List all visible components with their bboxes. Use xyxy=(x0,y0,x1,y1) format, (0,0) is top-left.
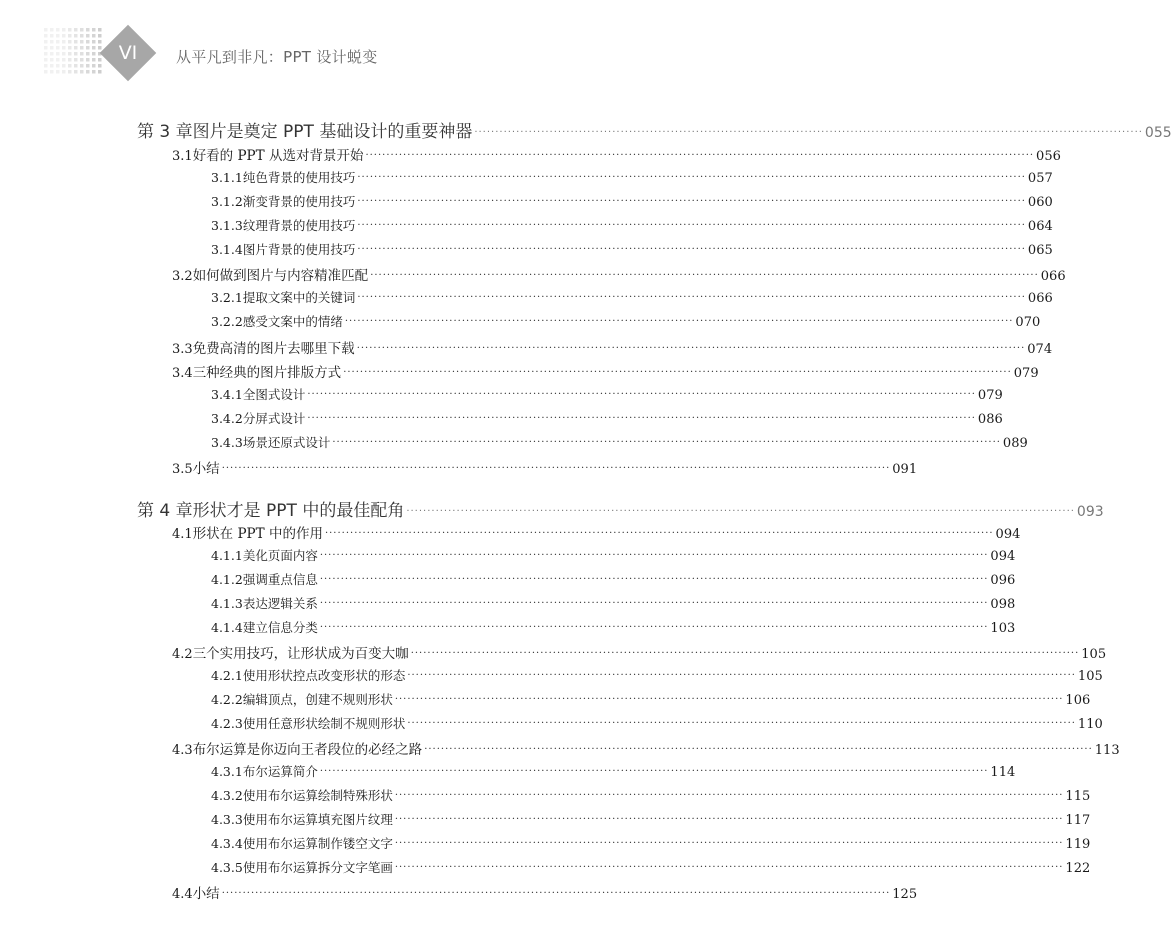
toc-entry-title: 布尔运算是你迈向王者段位的必经之路 xyxy=(192,742,423,758)
toc-entry-title: 三个实用技巧，让形状成为百变大咖 xyxy=(192,646,409,662)
toc-entry-title: 好看的 PPT 从选对背景开始 xyxy=(192,148,364,164)
toc-entry-title: 免费高清的图片去哪里下载 xyxy=(192,341,355,357)
toc-sub-row xyxy=(211,810,1091,828)
toc-entry-page-number: 103 xyxy=(990,621,1016,636)
toc-entry-title: 使用形状控点改变形状的形态 xyxy=(242,668,406,683)
toc-entry-page-number: 094 xyxy=(990,549,1016,564)
toc-entry-number: 3.4.2 xyxy=(211,411,243,426)
toc-entry-page-number: 093 xyxy=(1076,504,1104,520)
dot-leader: ································································································································································ xyxy=(319,550,989,561)
dot-leader: ································································································································································ xyxy=(344,316,1014,327)
toc-sub-row xyxy=(211,409,1003,427)
dot-leader: ································································································································································ xyxy=(319,598,989,609)
toc-chapter-row xyxy=(137,117,1172,142)
dot-leader: ································································································································································ xyxy=(307,413,976,424)
toc-entry-title: 小结 xyxy=(192,461,220,477)
dot-leader: ································································································································································ xyxy=(221,463,891,474)
toc-section-row xyxy=(172,144,1061,164)
toc-entry-title: 建立信息分类 xyxy=(242,620,318,635)
toc-entry-number: 3.5 xyxy=(172,462,193,477)
toc-entry-page-number: 122 xyxy=(1065,861,1091,876)
dot-leader: ································································································································································ xyxy=(365,150,1035,161)
dot-leader: ································································································································································ xyxy=(319,622,989,633)
toc-entry-title: 图片背景的使用技巧 xyxy=(242,242,356,257)
dot-leader: ································································································································································ xyxy=(407,670,1076,681)
dot-leader: ································································································································································ xyxy=(424,744,1093,755)
toc-section-row xyxy=(172,738,1120,758)
toc-entry-page-number: 113 xyxy=(1094,743,1120,758)
toc-entry-page-number: 055 xyxy=(1144,125,1172,141)
toc-entry-page-number: 065 xyxy=(1027,243,1053,258)
dot-leader: ································································································································································ xyxy=(407,718,1076,729)
toc-entry-number: 3.1 xyxy=(172,149,193,164)
toc-entry-number: 3.1.4 xyxy=(211,242,243,257)
toc-entry-page-number: 106 xyxy=(1065,693,1091,708)
toc-entry-page-number: 117 xyxy=(1065,813,1091,828)
dot-leader: ································································································································································ xyxy=(319,766,989,777)
toc-sub-row xyxy=(211,834,1091,852)
dot-leader: ································································································································································ xyxy=(357,220,1026,231)
toc-entry-number: 3.2.1 xyxy=(211,290,243,305)
toc-entry-number: 4.2.3 xyxy=(211,716,243,731)
toc-entry-page-number: 086 xyxy=(977,412,1003,427)
toc-section-row xyxy=(172,457,918,477)
dot-leader: ································································································································································ xyxy=(410,648,1080,659)
toc-entry-number: 4.3.4 xyxy=(211,836,243,851)
toc-entry-title: 形状才是 PPT 中的最佳配角 xyxy=(192,501,405,521)
toc-entry-title: 小结 xyxy=(192,886,220,902)
toc-entry-title: 使用布尔运算绘制特殊形状 xyxy=(242,788,393,803)
toc-entry-page-number: 079 xyxy=(977,388,1003,403)
toc-entry-title: 渐变背景的使用技巧 xyxy=(242,194,356,209)
toc-entry-title: 使用布尔运算填充图片纹理 xyxy=(242,812,393,827)
dot-leader: ································································································································································ xyxy=(221,888,891,899)
toc-entry-number: 3.4.3 xyxy=(211,435,243,450)
toc-entry-number: 4.3.2 xyxy=(211,788,243,803)
toc-entry-number: 3.3 xyxy=(172,342,193,357)
toc-entry-title: 形状在 PPT 中的作用 xyxy=(192,526,323,542)
page-number: VI xyxy=(118,42,138,64)
toc-entry-number: 4.3.3 xyxy=(211,812,243,827)
toc-entry-number: 3.4.1 xyxy=(211,387,243,402)
toc-sub-row xyxy=(211,690,1091,708)
toc-entry-title: 如何做到图片与内容精准匹配 xyxy=(192,268,369,284)
toc-entry-page-number: 105 xyxy=(1081,647,1107,662)
toc-sub-row xyxy=(211,240,1053,258)
toc-entry-page-number: 074 xyxy=(1027,342,1053,357)
toc-entry-title: 三种经典的图片排版方式 xyxy=(192,365,342,381)
toc-entry-page-number: 105 xyxy=(1077,669,1103,684)
toc-entry-number: 3.1.3 xyxy=(211,218,243,233)
toc-sub-row xyxy=(211,216,1053,234)
toc-entry-page-number: 064 xyxy=(1027,219,1053,234)
dot-leader: ································································································································································ xyxy=(332,437,1001,448)
dot-leader: ································································································································································ xyxy=(324,528,994,539)
toc-entry-title: 图片是奠定 PPT 基础设计的重要神器 xyxy=(192,122,473,142)
toc-entry-page-number: 091 xyxy=(892,462,918,477)
toc-entry-title: 美化页面内容 xyxy=(242,548,318,563)
toc-entry-number: 3.2.2 xyxy=(211,314,243,329)
toc-entry-page-number: 110 xyxy=(1077,717,1103,732)
dot-leader: ································································································································································ xyxy=(394,814,1064,825)
toc-entry-title: 强调重点信息 xyxy=(242,572,318,587)
toc-entry-number: 4.4 xyxy=(172,887,193,902)
toc-entry-title: 提取文案中的关键词 xyxy=(242,290,356,305)
toc-sub-row xyxy=(211,714,1103,732)
toc-entry-page-number: 125 xyxy=(892,887,918,902)
dot-leader: ································································································································································ xyxy=(356,343,1026,354)
toc-entry-page-number: 060 xyxy=(1027,195,1053,210)
toc-entry-title: 布尔运算简介 xyxy=(242,764,318,779)
toc-section-row xyxy=(172,337,1053,357)
toc-entry-number: 4.1.3 xyxy=(211,596,243,611)
toc-sub-row xyxy=(211,385,1003,403)
toc-entry-number: 3.2 xyxy=(172,269,193,284)
toc-sub-row xyxy=(211,168,1053,186)
toc-entry-title: 使用布尔运算拆分文字笔画 xyxy=(242,860,393,875)
toc-entry-title: 感受文案中的情绪 xyxy=(242,314,343,329)
toc-entry-number: 4.3.1 xyxy=(211,764,243,779)
toc-entry-number: 4.3.5 xyxy=(211,860,243,875)
toc-entry-number: 4.1 xyxy=(172,527,193,542)
toc-section-row xyxy=(172,642,1107,662)
toc-entry-page-number: 066 xyxy=(1027,291,1053,306)
toc-entry-title: 使用布尔运算制作镂空文字 xyxy=(242,836,393,851)
toc-sub-row xyxy=(211,858,1091,876)
dot-leader: ································································································································································ xyxy=(357,244,1026,255)
toc-entry-title: 分屏式设计 xyxy=(242,411,306,426)
toc-entry-title: 场景还原式设计 xyxy=(242,435,331,450)
toc-entry-number: 3.1.2 xyxy=(211,194,243,209)
dot-leader: ································································································································································ xyxy=(474,127,1143,138)
toc-entry-number: 4.2 xyxy=(172,647,193,662)
toc-entry-page-number: 114 xyxy=(990,765,1016,780)
toc-chapter-row xyxy=(137,496,1104,521)
dot-leader: ································································································································································ xyxy=(394,862,1064,873)
toc-entry-number: 4.1.1 xyxy=(211,548,243,563)
toc-entry-page-number: 079 xyxy=(1013,366,1039,381)
toc-entry-number: 4.2.2 xyxy=(211,692,243,707)
toc-entry-number: 4.1.2 xyxy=(211,572,243,587)
toc-entry-number: 第 3 章 xyxy=(137,122,193,142)
toc-entry-number: 4.2.1 xyxy=(211,668,243,683)
toc-sub-row xyxy=(211,433,1028,451)
toc-entry-number: 4.3 xyxy=(172,743,193,758)
toc-entry-page-number: 096 xyxy=(990,573,1016,588)
toc-section-row xyxy=(172,264,1066,284)
toc-section-row xyxy=(172,882,918,902)
toc-entry-title: 使用任意形状绘制不规则形状 xyxy=(242,716,406,731)
dot-leader: ································································································································································ xyxy=(307,389,976,400)
toc-entry-page-number: 089 xyxy=(1002,436,1028,451)
toc-entry-page-number: 066 xyxy=(1040,269,1066,284)
toc-sub-row xyxy=(211,288,1053,306)
toc-entry-title: 纹理背景的使用技巧 xyxy=(242,218,356,233)
toc-section-row xyxy=(172,361,1039,381)
dot-leader: ································································································································································ xyxy=(343,367,1012,378)
dot-leader: ································································································································································ xyxy=(370,270,1039,281)
toc-sub-row xyxy=(211,312,1041,330)
toc-sub-row xyxy=(211,192,1053,210)
toc-sub-row xyxy=(211,546,1016,564)
toc-sub-row xyxy=(211,762,1016,780)
toc-entry-page-number: 070 xyxy=(1015,315,1041,330)
toc-sub-row xyxy=(211,666,1103,684)
toc-sub-row xyxy=(211,786,1091,804)
dot-leader: ································································································································································ xyxy=(394,838,1064,849)
toc-section-row xyxy=(172,522,1021,542)
toc-entry-title: 编辑顶点，创建不规则形状 xyxy=(242,692,393,707)
toc-entry-number: 3.4 xyxy=(172,366,193,381)
dot-leader: ································································································································································ xyxy=(406,506,1075,517)
dot-leader: ································································································································································ xyxy=(357,292,1026,303)
toc-entry-number: 3.1.1 xyxy=(211,170,243,185)
toc-entry-number: 4.1.4 xyxy=(211,620,243,635)
toc-entry-page-number: 119 xyxy=(1065,837,1091,852)
toc-entry-title: 纯色背景的使用技巧 xyxy=(242,170,356,185)
toc-sub-row xyxy=(211,618,1016,636)
dot-leader: ································································································································································ xyxy=(394,790,1064,801)
toc-entry-page-number: 056 xyxy=(1036,149,1061,164)
toc-entry-title: 全图式设计 xyxy=(242,387,306,402)
toc-entry-page-number: 057 xyxy=(1027,171,1053,186)
toc-entry-page-number: 098 xyxy=(990,597,1016,612)
dot-leader: ································································································································································ xyxy=(319,574,989,585)
toc-entry-title: 表达逻辑关系 xyxy=(242,596,318,611)
dot-leader: ································································································································································ xyxy=(357,196,1026,207)
toc-entry-page-number: 115 xyxy=(1065,789,1091,804)
toc-sub-row xyxy=(211,570,1016,588)
toc-entry-page-number: 094 xyxy=(995,527,1021,542)
dot-leader: ································································································································································ xyxy=(394,694,1064,705)
toc-entry-number: 第 4 章 xyxy=(137,501,193,521)
book-title: 从平凡到非凡：PPT 设计蜕变 xyxy=(176,48,378,66)
dot-leader: ································································································································································ xyxy=(357,172,1026,183)
toc-sub-row xyxy=(211,594,1016,612)
